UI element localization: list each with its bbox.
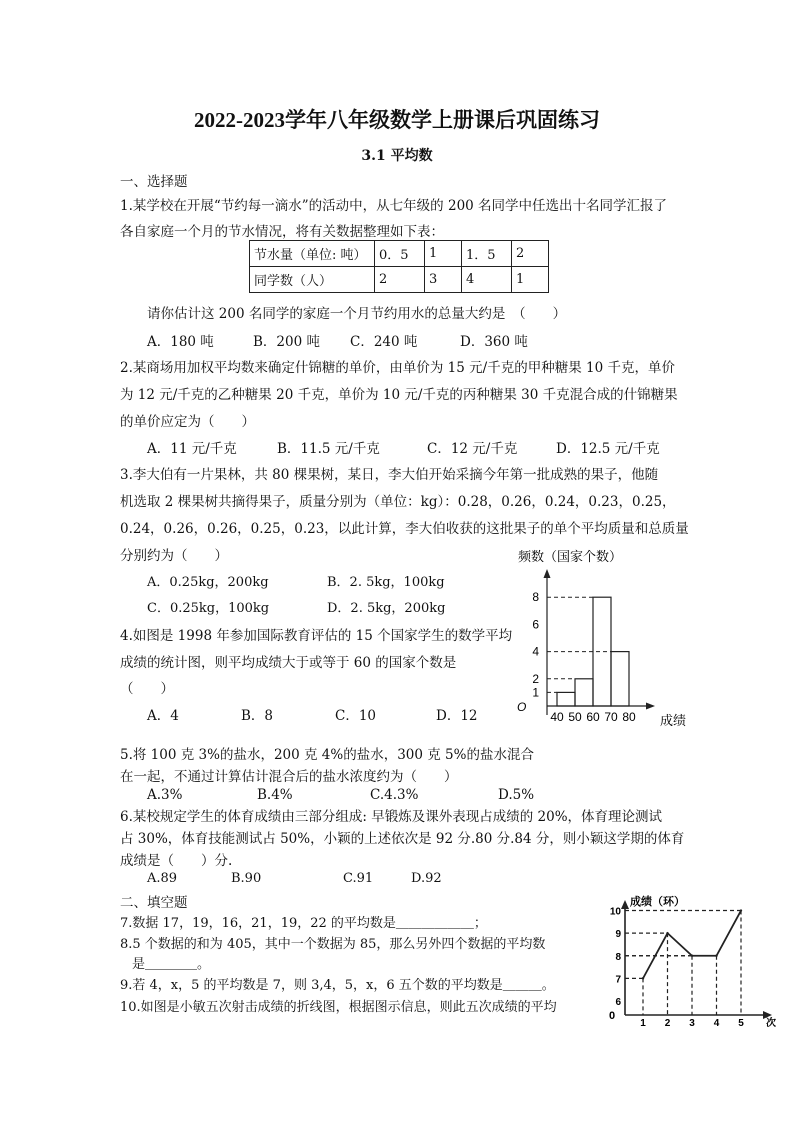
q2-option-d: D．12.5 元/千克: [556, 441, 660, 457]
line-chart-x-tick-label: 1: [640, 1018, 646, 1029]
table-cell: 1．5: [462, 241, 512, 267]
q2-option-a: A．11 元/千克: [147, 441, 237, 457]
line-chart-point: [740, 909, 742, 911]
q3-option-b: B．2. 5kg，100kg: [327, 575, 445, 590]
histogram-y-label: 频数（国家个数）: [518, 549, 623, 564]
line-chart-y-arrow: [621, 900, 629, 909]
q5-option-c: C.4.3%: [370, 787, 419, 803]
q1-option-d: D．360 吨: [460, 334, 528, 350]
page-title: 2022-2023学年八年级数学上册课后巩固练习: [194, 108, 600, 132]
q6-line-2: 占 30%，体育技能测试占 50%，小颖的上述依次是 92 分.80 分.84 分，则小颖这学期的体育: [120, 831, 685, 847]
q1-option-b: B．200 吨: [253, 334, 320, 350]
q8-line-2: 是＿＿＿＿。: [132, 957, 211, 972]
line-chart-x-tick-label: 5: [738, 1018, 744, 1029]
table-row: [250, 241, 549, 267]
histogram-y-arrow: [544, 569, 551, 578]
histogram-y-tick-label: 2: [532, 671, 539, 686]
line-chart-x-tick-label: 2: [664, 1018, 671, 1029]
histogram-chart: [505, 545, 705, 735]
table-cell: 4: [462, 267, 512, 293]
q7-line-1: 7.数据 17，19，16，21，19，22 的平均数是＿＿＿＿＿＿；: [120, 916, 487, 931]
q1-option-a: A．180 吨: [147, 334, 214, 350]
q1-line-1: 1.某学校在开展“节约每一滴水”的活动中，从七年级的 200 名同学中任选出十名同学汇报了: [120, 198, 668, 214]
q2-option-c: C．12 元/千克: [427, 441, 518, 457]
q1-line-3: 请你估计这 200 名同学的家庭一个月节约用水的总量大约是 （ ）: [147, 306, 567, 322]
water-saving-table: [249, 240, 549, 293]
histogram-bar: [575, 679, 593, 706]
q1-line-2: 各自家庭一个月的节水情况，将有关数据整理如下表：: [120, 224, 444, 240]
line-chart-series: [643, 911, 741, 979]
histogram-x-tick-label: 70: [604, 710, 618, 724]
line-chart-x-tick-label: 4: [713, 1018, 720, 1029]
q2-line-1: 2.某商场用加权平均数来确定什锦糖的单价，由单价为 15 元/千克的甲种糖果 10 千克，单价: [120, 360, 675, 376]
q3-option-d: D．2. 5kg，200kg: [327, 601, 446, 616]
q2-line-2: 为 12 元/千克的乙种糖果 20 千克，单价为 10 元/千克的丙种糖果 30 千克混合成的什锦糖果: [120, 387, 678, 403]
histogram-x-arrow: [646, 703, 655, 710]
section-heading-choice: 一、选择题: [120, 174, 188, 190]
q5-line-1: 5.将 100 克 3%的盐水，200 克 4%的盐水，300 克 5%的盐水混合: [120, 747, 534, 763]
q6-option-d: D.92: [411, 871, 442, 886]
line-chart-origin: 0: [609, 1010, 616, 1022]
q4-option-d: D．12: [436, 708, 478, 724]
line-chart-x-label: 次: [766, 1018, 776, 1029]
table-cell: 1: [512, 267, 549, 293]
q2-option-b: B．11.5 元/千克: [277, 441, 380, 457]
line-chart-y-label: 成绩（环）: [630, 896, 685, 908]
histogram-y-tick-label: 1: [532, 685, 539, 700]
histogram-x-tick-label: 60: [586, 710, 600, 724]
table-cell: 1: [425, 241, 462, 267]
line-chart-y-tick-label: 7: [615, 974, 621, 986]
histogram-bar: [611, 652, 629, 706]
q5-option-a: A.3%: [147, 787, 183, 803]
line-chart-point: [666, 932, 668, 934]
q9-line-1: 9.若 4，x，5 的平均数是 7，则 3,4，5，x，6 五个数的平均数是＿＿＿。: [120, 978, 555, 993]
histogram-bar: [557, 692, 575, 706]
q8-line-1: 8.5 个数据的和为 405，其中一个数据为 85，那么另外四个数据的平均数: [120, 937, 546, 952]
q3-option-a: A．0.25kg，200kg: [147, 575, 269, 590]
histogram-x-tick-label: 50: [568, 710, 582, 724]
table-cell: 0．5: [375, 241, 425, 267]
histogram-origin: O: [517, 700, 527, 714]
line-chart-y-tick-label: 6: [615, 997, 621, 1008]
histogram-x-tick-label: 40: [550, 710, 564, 724]
histogram-x-tick-label: 80: [622, 710, 636, 724]
histogram-bar: [593, 597, 611, 706]
table-cell: 2: [375, 267, 425, 293]
q6-option-a: A.89: [147, 871, 178, 886]
q6-option-b: B.90: [231, 871, 262, 886]
table-cell: 同学数（人）: [250, 267, 375, 293]
q6-line-1: 6.某校规定学生的体育成绩由三部分组成: 早锻炼及课外表现占成绩的 20%，体育理论测试: [120, 809, 663, 825]
table-row: [250, 267, 549, 293]
histogram-y-tick-label: 8: [532, 590, 539, 605]
line-chart-y-tick-label: 8: [615, 951, 621, 963]
histogram-x-label: 成绩: [660, 713, 687, 728]
q1-option-c: C．240 吨: [350, 334, 418, 350]
q10-line-1: 10.如图是小敏五次射击成绩的折线图，根据图示信息，则此五次成绩的平均: [120, 1000, 557, 1015]
q5-line-2: 在一起，不通过计算估计混合后的盐水浓度约为（ ）: [120, 769, 458, 785]
histogram-y-tick-label: 6: [532, 617, 539, 632]
q2-line-3: 的单价应定为（ ）: [120, 414, 255, 430]
q6-option-c: C.91: [343, 871, 374, 886]
table-cell: 节水量（单位: 吨）: [250, 241, 375, 267]
section-heading-fill: 二、填空题: [120, 895, 188, 911]
q3-line-1: 3.李大伯有一片果林，共 80 棵果树，某日，李大伯开始采摘今年第一批成熟的果子，他随: [120, 467, 659, 483]
q4-option-c: C．10: [335, 708, 377, 724]
page-subtitle: 3.1 平均数: [361, 148, 433, 164]
line-chart-point: [691, 955, 693, 957]
line-chart-point: [642, 977, 644, 979]
histogram-y-tick-label: 4: [532, 644, 539, 659]
q4-option-b: B．8: [241, 708, 274, 724]
q4-line-1: 4.如图是 1998 年参加国际教育评估的 15 个国家学生的数学平均: [120, 628, 513, 644]
shooting-line-chart: [604, 893, 784, 1033]
line-chart-y-tick-label: 9: [615, 929, 621, 941]
table-cell: 3: [425, 267, 462, 293]
q5-option-d: D.5%: [498, 787, 535, 803]
q3-option-c: C．0.25kg，100kg: [147, 601, 270, 616]
q5-option-b: B.4%: [257, 787, 293, 803]
table-cell: 2: [512, 241, 549, 267]
line-chart-x-tick-label: 3: [689, 1018, 695, 1029]
line-chart-point: [715, 955, 717, 957]
q3-line-2: 机选取 2 棵果树共摘得果子，质量分别为（单位：kg）：0.28，0.26，0.24，0.23，0.25，: [120, 494, 676, 510]
q4-option-a: A．4: [147, 708, 179, 724]
q4-line-3: （ ）: [120, 681, 174, 697]
q3-line-3: 0.24，0.26，0.26，0.25，0.23，以此计算，李大伯收获的这批果子的单个平均质量和总质量: [120, 521, 689, 537]
q6-line-3: 成绩是（ ）分.: [120, 853, 233, 869]
q4-line-2: 成绩的统计图，则平均成绩大于或等于 60 的国家个数是: [120, 655, 457, 671]
q3-line-4: 分别约为（ ）: [120, 548, 228, 564]
line-chart-y-tick-label: 10: [609, 906, 621, 918]
